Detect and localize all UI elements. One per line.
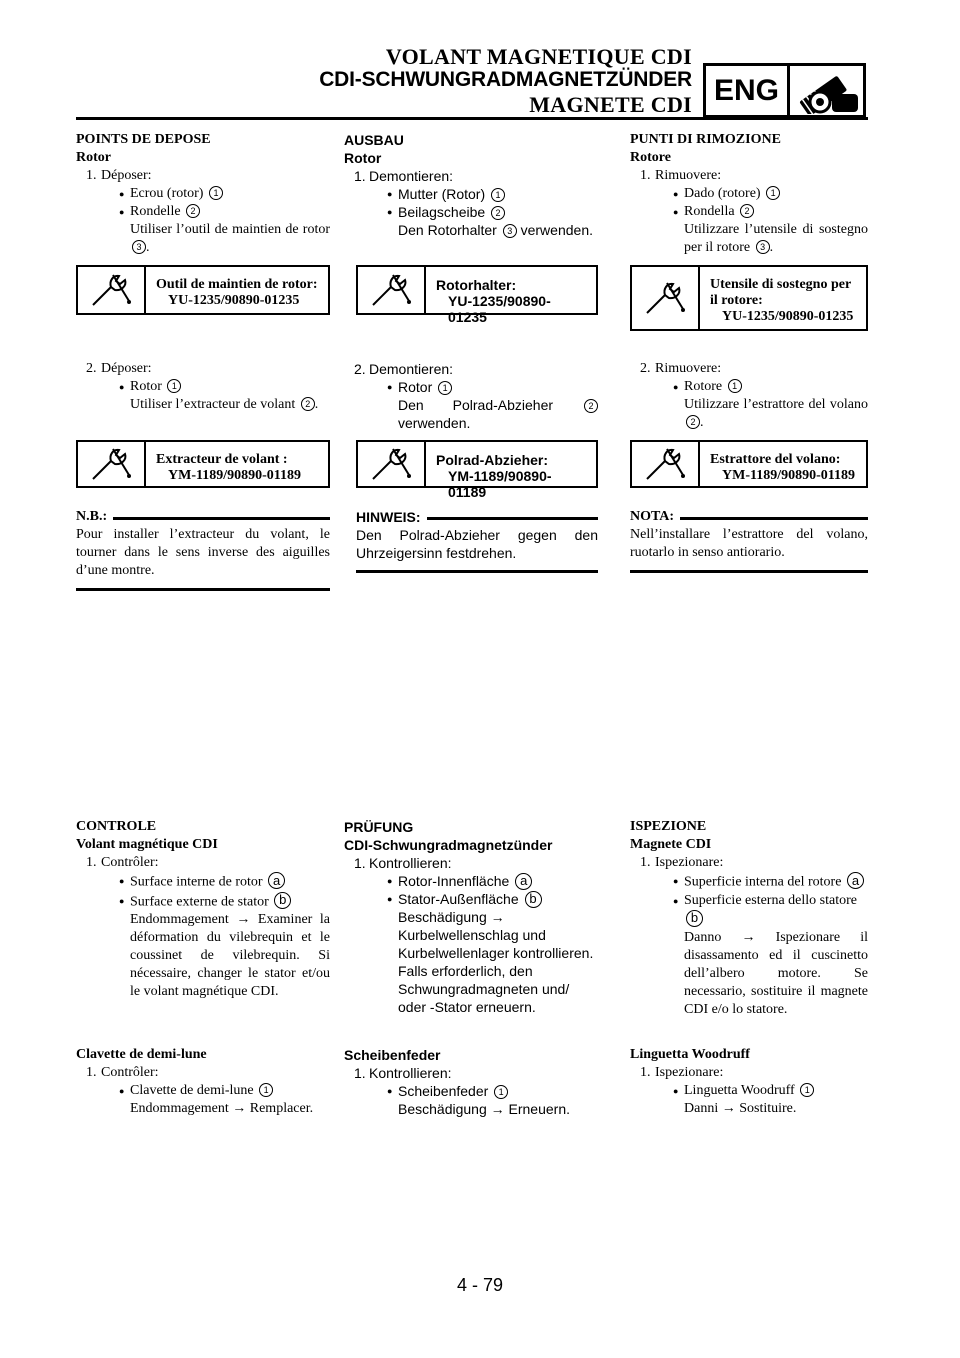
note-heading: HINWEIS: xyxy=(356,509,421,525)
subsection-heading: Volant magnétique CDI xyxy=(76,837,218,852)
list-item: ● Mutter (Rotor) 1 xyxy=(344,185,598,203)
instruction-text: Endommagement → Remplacer. xyxy=(130,1101,314,1116)
title-italian: MAGNETE CDI xyxy=(529,92,692,117)
step-1: 1. Kontrollieren: xyxy=(354,1065,452,1081)
section-heading: CONTROLE xyxy=(76,819,157,834)
special-tool-icon xyxy=(632,267,700,329)
title-french: VOLANT MAGNETIQUE CDI xyxy=(385,44,692,69)
list-item: ● Stator-Außenfläche b xyxy=(344,890,598,908)
section-heading: AUSBAU xyxy=(344,132,404,148)
list-item: ● Rotore 1 xyxy=(630,378,868,396)
eng-badge xyxy=(703,63,866,118)
instruction-text: Utilizzare l’utensile di sostegno per il rotore 3 . xyxy=(684,222,868,255)
step-2: 2. Rimuovere: xyxy=(640,361,722,376)
tool-box-flywheel-puller xyxy=(76,440,330,488)
note-body: Den Polrad-Abzieher gegen den Uhrzeigersinn festdrehen. xyxy=(356,527,598,561)
title-german: CDI-SCHWUNGRADMAGNETZÜNDER xyxy=(319,68,692,91)
inspection-it xyxy=(630,818,868,1019)
step-1: 1. Kontrollieren: xyxy=(354,855,452,871)
special-tool-icon xyxy=(78,267,146,313)
inspection-de xyxy=(344,818,598,1016)
special-tool-icon xyxy=(78,442,146,486)
tool-text: Estrattore del volano: YM-1189/90890-01189 xyxy=(710,452,855,483)
step-2: 2. Déposer: xyxy=(86,361,152,376)
tool-text: Outil de maintien de rotor: YU-1235/90890-01235 xyxy=(156,277,318,308)
special-tool-icon xyxy=(632,442,700,486)
list-item: ● Rondella 2 xyxy=(630,203,868,221)
instruction-text: Utilizzare l’estrattore del volano 2 . xyxy=(684,397,868,430)
instruction-text: Danno → Ispezionare il disassamento ed il cuscinetto dell’albero motore. Se necessario, sostituire il magnete CDI e/o lo statore. xyxy=(684,930,868,1017)
list-item: ● Linguetta Woodruff 1 xyxy=(630,1082,868,1100)
section-heading: PRÜFUNG xyxy=(344,819,414,835)
instruction-text: Utiliser l’outil de maintien de rotor 3 . xyxy=(130,222,330,255)
step-1: 1. Déposer: xyxy=(86,168,152,183)
woodruff-de xyxy=(344,1046,598,1118)
inspection-fr xyxy=(76,818,330,1001)
list-item: ● Ecrou (rotor) 1 xyxy=(76,185,330,203)
section-heading: ISPEZIONE xyxy=(630,819,707,834)
step-1: 1. Rimuovere: xyxy=(640,168,722,183)
tool-text: Rotorhalter: YU-1235/90890-01235 xyxy=(436,277,551,325)
tool-box-rotor-holder xyxy=(76,265,330,315)
subsection-heading: Clavette de demi-lune xyxy=(76,1047,207,1062)
section-heading: POINTS DE DEPOSE xyxy=(76,132,211,147)
woodruff-it xyxy=(630,1046,868,1118)
engine-bolt-icon xyxy=(790,66,863,115)
removal-fr-step2 xyxy=(76,360,330,414)
instruction-text: Endommagement → Examiner la déformation du vilebrequin et le coussinet de vilebrequin. Si nécessaire, changer le stator et/ou le volant magnétique CDI. xyxy=(130,912,330,999)
subsection-heading: Magnete CDI xyxy=(630,837,712,852)
list-item: ● Superficie esterna dello statore b xyxy=(630,892,868,930)
instruction-text: Den Rotorhalter 3 verwenden. xyxy=(398,222,593,238)
woodruff-fr xyxy=(76,1046,330,1118)
eng-badge-label: ENG xyxy=(706,66,790,115)
note-heading: NOTA: xyxy=(630,509,675,524)
step-2: 2. Demontieren: xyxy=(354,361,454,377)
list-item: ● Clavette de demi-lune 1 xyxy=(76,1082,330,1100)
list-item: ● Rotor-Innenfläche a xyxy=(344,872,598,890)
step-1: 1. Ispezionare: xyxy=(640,855,724,870)
list-item: ● Beilagscheibe 2 xyxy=(344,203,598,221)
instruction-text: Beschädigung → Erneuern. xyxy=(398,1101,570,1117)
list-item: ● Rotor 1 xyxy=(344,378,598,396)
section-heading: PUNTI DI RIMOZIONE xyxy=(630,132,781,147)
list-item: ● Rondelle 2 xyxy=(76,203,330,221)
tool-text: Polrad-Abzieher: YM-1189/90890-01189 xyxy=(436,452,552,500)
special-tool-icon xyxy=(358,267,426,313)
list-item: ● Surface interne de rotor a xyxy=(76,872,330,892)
removal-de xyxy=(344,131,598,239)
note-fr xyxy=(76,508,330,591)
tool-text: Utensile di sostegno per il rotore: YU-1235/90890-01235 xyxy=(710,277,854,324)
note-body: Nell’installare l’estrattore del volano, ruotarlo in senso antiorario. xyxy=(630,527,868,560)
tool-box-rotor-holder xyxy=(630,265,868,331)
special-tool-icon xyxy=(358,442,426,486)
subsection-heading: Rotor xyxy=(344,150,382,166)
step-1: 1. Ispezionare: xyxy=(640,1065,724,1080)
list-item: ● Dado (rotore) 1 xyxy=(630,185,868,203)
list-item: ● Surface externe de stator b xyxy=(76,892,330,912)
removal-it-step2 xyxy=(630,360,868,432)
removal-fr xyxy=(76,131,330,257)
instruction-text: Den Polrad-Abzieher 2 verwenden. xyxy=(344,396,598,432)
subsection-heading: Rotor xyxy=(76,150,111,165)
page-number: 4 - 79 xyxy=(456,1275,504,1295)
subsection-heading: Rotore xyxy=(630,150,671,165)
note-heading: N.B.: xyxy=(76,509,108,524)
subsection-heading: Linguetta Woodruff xyxy=(630,1047,750,1062)
note-de xyxy=(356,508,598,573)
note-body: Pour installer l’extracteur du volant, le tourner dans le sens inverse des aiguilles d’une montre. xyxy=(76,527,330,578)
instruction-text: Beschädigung → Kurbelwellenschlag und Kurbelwellenlager kontrollieren. Falls erforderlich, den Schwungradmagneten und/ oder -Stator erneuern. xyxy=(398,909,594,1015)
tool-box-flywheel-puller xyxy=(356,440,598,500)
instruction-text: Danni → Sostituire. xyxy=(684,1101,797,1116)
subsection-heading: Scheibenfeder xyxy=(344,1047,441,1063)
step-1: 1. Contrôler: xyxy=(86,855,159,870)
step-1: 1. Contrôler: xyxy=(86,1065,159,1080)
list-item: ● Rotor 1 xyxy=(76,378,330,396)
note-it xyxy=(630,508,868,573)
subsection-heading: CDI-Schwungradmagnetzünder xyxy=(344,837,553,853)
tool-box-rotor-holder xyxy=(356,265,598,325)
tool-text: Extracteur de volant : YM-1189/90890-01189 xyxy=(156,452,301,483)
step-1: 1. Demontieren: xyxy=(354,168,454,184)
list-item: ● Scheibenfeder 1 xyxy=(344,1082,598,1100)
removal-de-step2 xyxy=(344,360,598,432)
list-item: ● Superficie interna del rotore a xyxy=(630,872,868,892)
instruction-text: Utiliser l’extracteur de volant 2 . xyxy=(130,397,319,412)
removal-it xyxy=(630,131,868,257)
tool-box-flywheel-puller xyxy=(630,440,868,488)
